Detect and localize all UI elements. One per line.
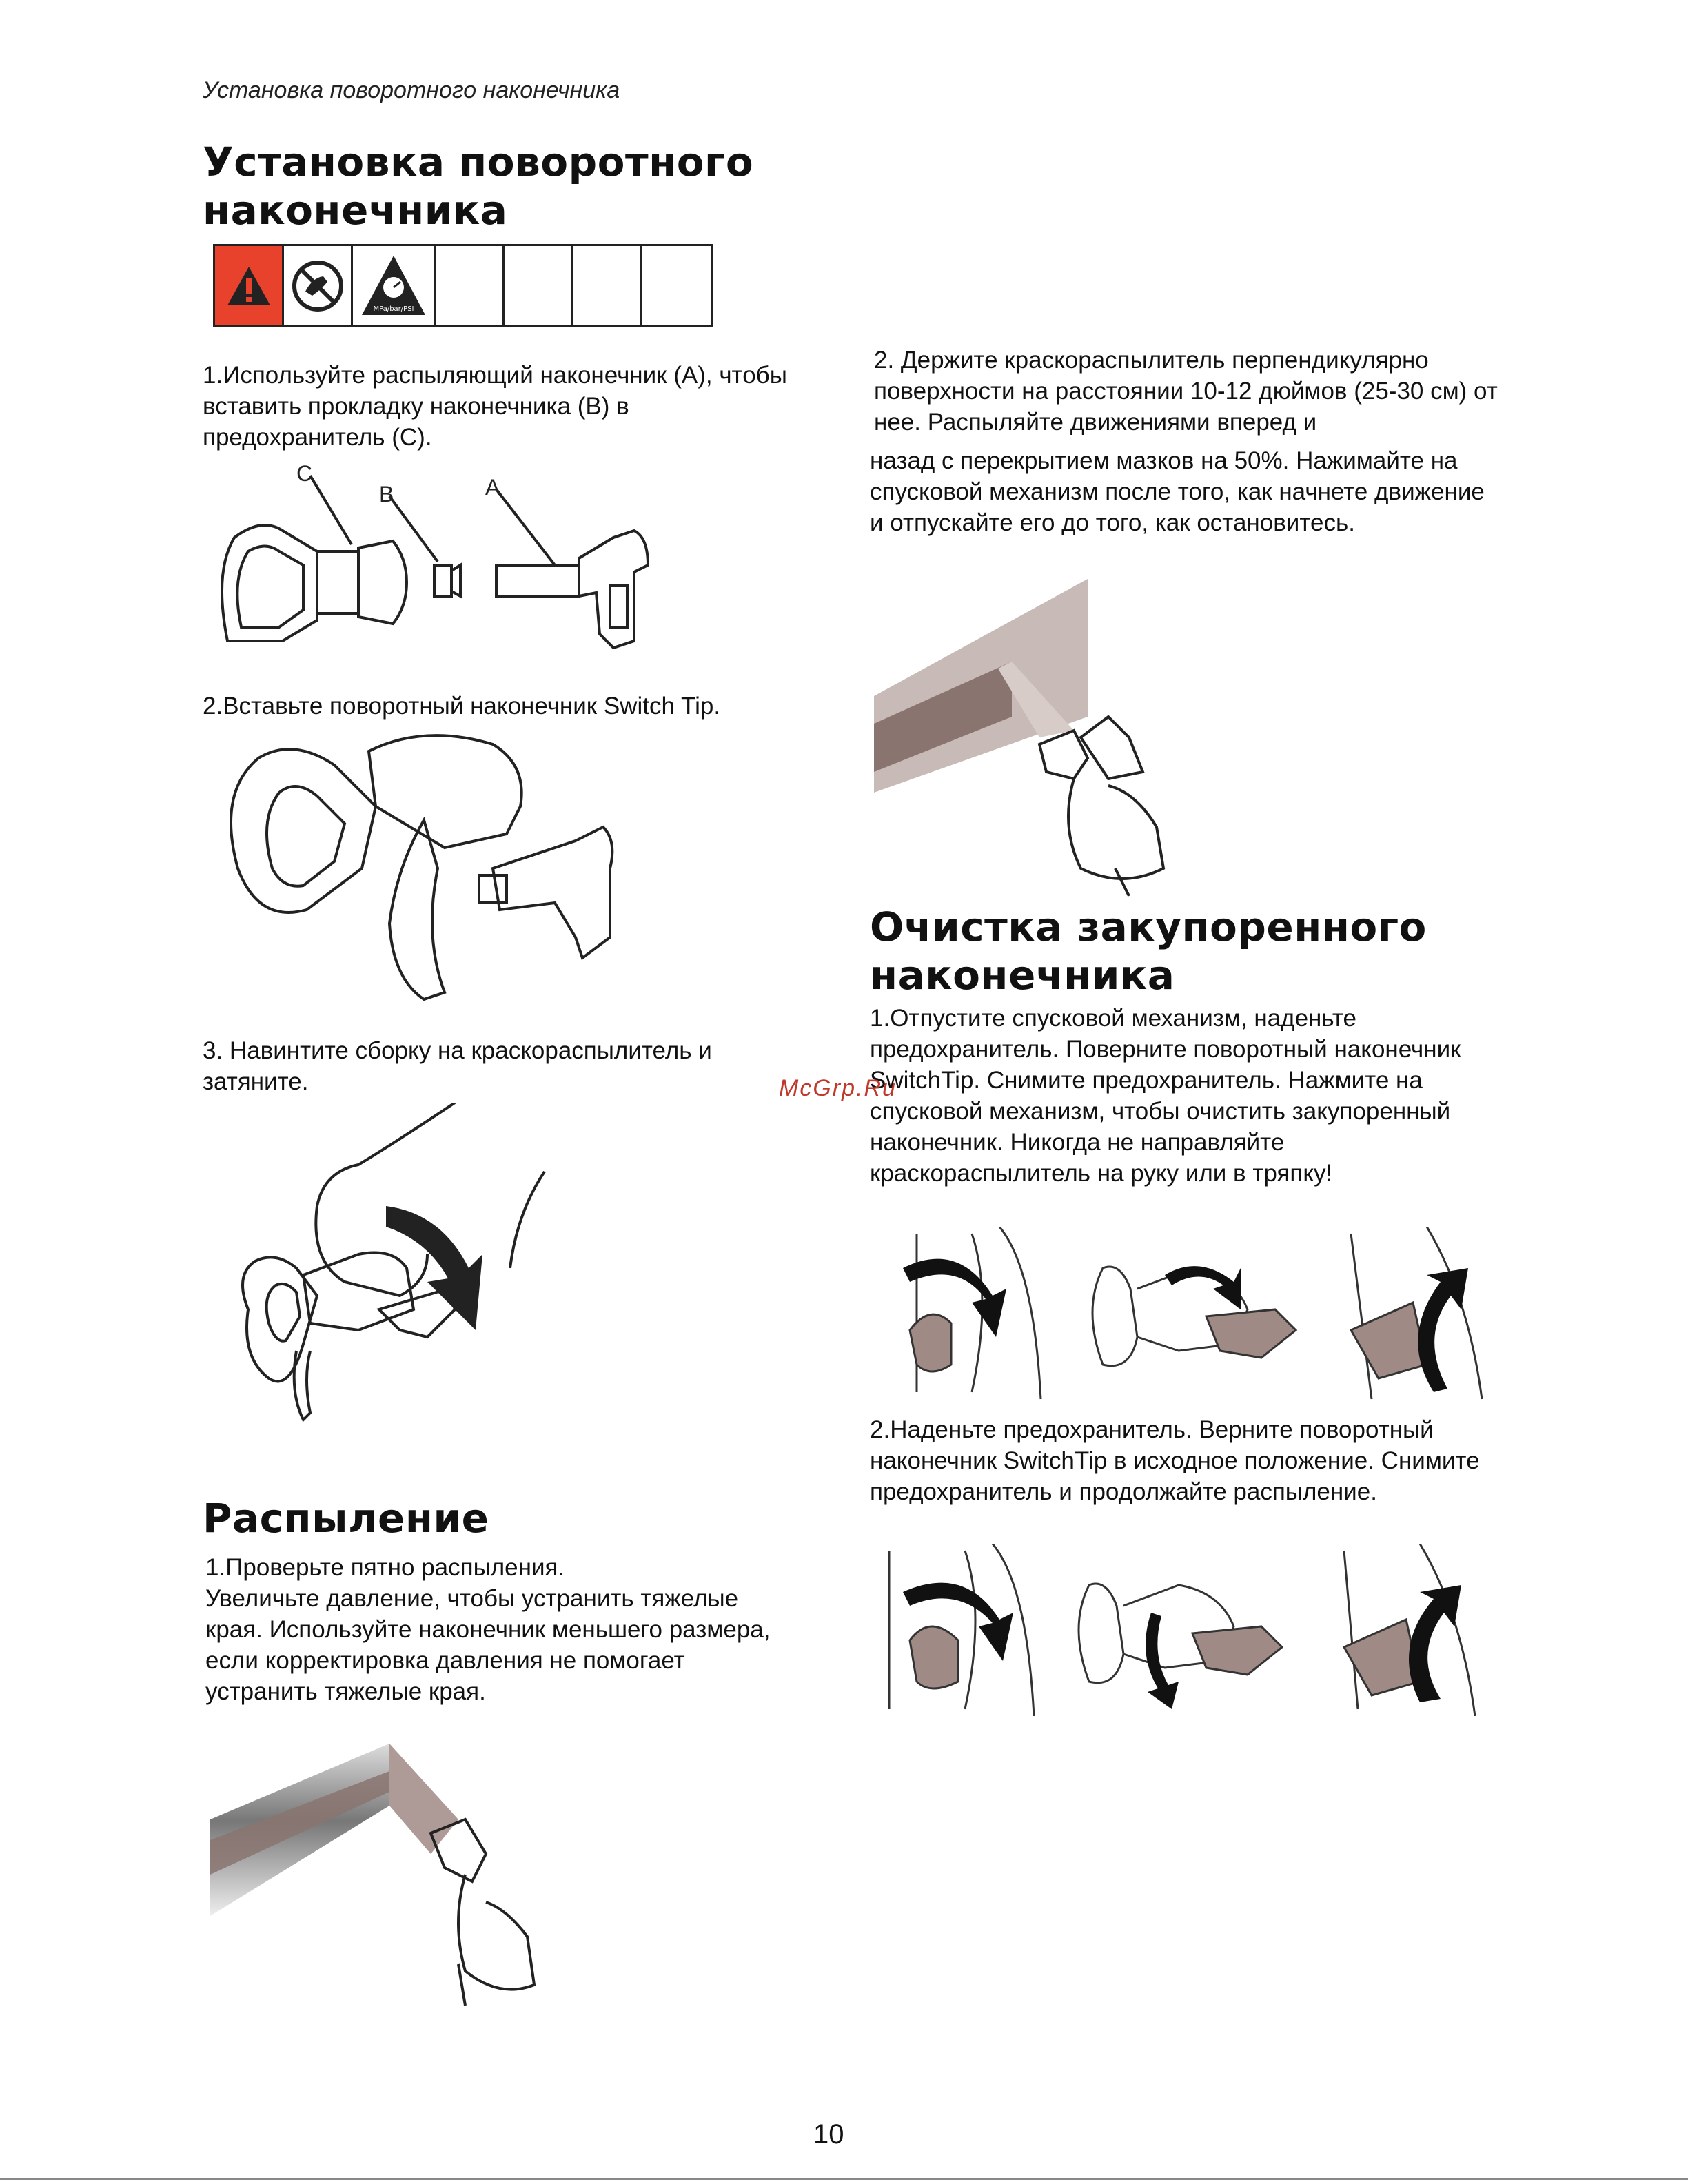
clog-step-2: 2.Наденьте предохранитель. Верните поворотный наконечник SwitchTip в исходное положение. Снимите предохранитель и продолжайте распыление. [870,1416,1480,1505]
spray-pattern-figure [210,1744,576,2019]
empty-icon-cell [642,246,711,325]
clog-step2-figure [875,1544,1482,1716]
empty-icon-cell [505,246,573,325]
install-step-3: 3. Навинтите сборку на краскораспылитель и затяните. [203,1037,712,1095]
title-line-1: Установка поворотного [203,139,754,185]
clog-step1-figure [875,1227,1489,1406]
section-title-install [203,138,753,234]
label-a: A [485,475,500,500]
warning-icons-row [213,244,713,327]
spray-step-1-num: 1. [205,1554,226,1581]
clog-step-1: 1.Отпустите спусковой механизм, наденьте предохранитель. Поверните поворотный наконечник SwitchTip. Снимите предохранитель. Нажмите на спусковой механизм, чтобы очистить закупоренный наконечник. Никогда не направляйте краскораспылитель на руку или в тряпку! [870,1005,1461,1187]
install-step-2: 2.Вставьте поворотный наконечник Switch Tip. [203,693,721,720]
running-header: Установка поворотного наконечника [203,77,620,103]
spray-step-1-title: Проверьте пятно распыления. [225,1554,565,1581]
no-hand-spray-icon [284,246,353,325]
watermark: McGrp.Ru [779,1075,897,1101]
clog-title-line-1: Очистка закупоренного [870,904,1427,950]
section-title-spray: Распыление [203,1495,489,1542]
spray-step-2-part2: назад с перекрытием мазков на 50%. Нажимайте на спусковой механизм после того, как начнете движение и отпускайте его до того, как остановитесь. [870,447,1485,536]
page-number: 10 [813,2119,844,2150]
install-step-1: 1.Используйте распыляющий наконечник (A), чтобы вставить прокладку наконечника (B) в предохранитель (C). [203,362,787,451]
warning-triangle-icon [215,246,284,325]
tip-assembly-figure [207,462,717,662]
spray-step-2-part1: 2. Держите краскораспылитель перпендикулярно поверхности на расстоянии 10-12 дюймов (25-30 см) от нее. Распыляйте движениями вперед и [874,347,1498,436]
title-line-2: наконечника [203,187,508,234]
pressure-icon-label: MPa/bar/PSI [373,305,414,313]
section-title-clog [870,903,1427,999]
label-c: C [296,462,313,486]
spray-step-1-body: Увеличьте давление, чтобы устранить тяжелые края. Используйте наконечник меньшего размера, если корректировка давления не помогает устранить тяжелые края. [205,1585,771,1705]
bottom-rule [0,2178,1688,2180]
empty-icon-cell [436,246,505,325]
pressure-hazard-icon [353,246,436,325]
screw-assembly-figure [221,1103,565,1461]
label-b: B [379,482,394,507]
clog-title-line-2: наконечника [870,952,1175,999]
spray-perpendicular-figure [874,579,1198,903]
empty-icon-cell [573,246,642,325]
insert-tip-figure [217,731,672,1027]
spray-step-1 [205,1552,771,1707]
